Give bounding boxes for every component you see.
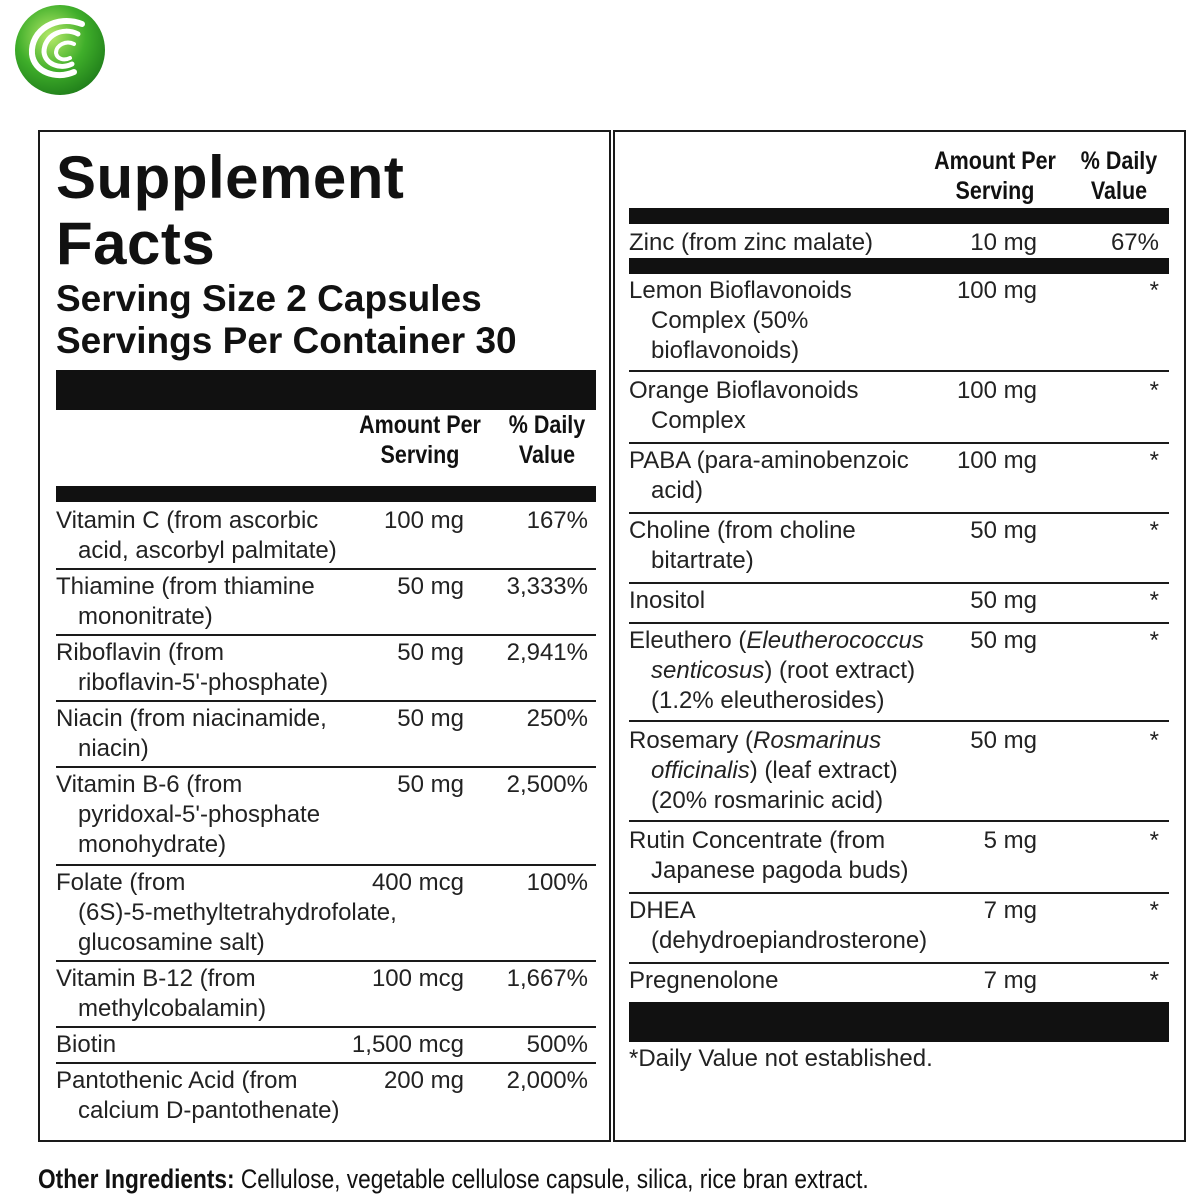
nutrient-amount: 50 mg bbox=[970, 627, 1037, 654]
nutrient-row bbox=[629, 276, 1169, 372]
nutrient-name-line: riboflavin-5'-phosphate) bbox=[78, 669, 329, 696]
nutrient-name bbox=[56, 1030, 346, 1060]
nutrient-row bbox=[629, 726, 1169, 822]
col-header-daily-value: % Daily Value bbox=[508, 411, 586, 469]
nutrient-name-line: Pregnenolone bbox=[629, 967, 779, 994]
nutrient-name-line: (1.2% eleutherosides) bbox=[651, 687, 885, 714]
nutrient-row bbox=[56, 638, 596, 702]
nutrient-name bbox=[56, 964, 346, 1024]
nutrient-amount: 5 mg bbox=[983, 827, 1037, 854]
footnote-daily-value: *Daily Value not established. bbox=[629, 1045, 933, 1072]
nutrient-name-line: Riboflavin (from bbox=[56, 639, 225, 666]
nutrient-daily-value: 2,941% bbox=[506, 639, 588, 666]
nutrient-name bbox=[629, 228, 919, 258]
nutrient-name-line: niacin) bbox=[78, 735, 149, 762]
nutrient-name-line: Orange Bioflavonoids bbox=[629, 377, 859, 404]
nutrient-daily-value: * bbox=[1149, 587, 1159, 614]
nutrient-name bbox=[629, 826, 919, 886]
nutrient-daily-value: 2,000% bbox=[506, 1067, 588, 1094]
nutrient-daily-value: 100% bbox=[526, 869, 588, 896]
nutrient-amount: 50 mg bbox=[397, 771, 464, 798]
nutrient-daily-value: 167% bbox=[526, 507, 588, 534]
nutrient-name-line: Rutin Concentrate (from bbox=[629, 827, 886, 854]
col-header-amount-right: Amount Per Serving bbox=[934, 147, 1056, 205]
nutrient-amount: 50 mg bbox=[397, 639, 464, 666]
nutrient-row bbox=[56, 704, 596, 768]
servings-per-container: Servings Per Container 30 bbox=[56, 320, 517, 361]
nutrient-name-line: acid) bbox=[651, 477, 704, 504]
nutrient-name bbox=[56, 868, 397, 958]
nutrient-row bbox=[629, 966, 1169, 998]
nutrient-name-line: bioflavonoids) bbox=[651, 337, 800, 364]
nutrient-name-line: Vitamin B-12 (from bbox=[56, 965, 256, 992]
nutrient-name-line: Folate (from bbox=[56, 869, 186, 896]
title-line1: Supplement bbox=[56, 144, 405, 211]
nutrient-daily-value: 2,500% bbox=[506, 771, 588, 798]
nutrient-name bbox=[629, 896, 928, 956]
nutrient-amount: 100 mg bbox=[956, 447, 1037, 474]
nutrient-name-line: methylcobalamin) bbox=[78, 995, 267, 1022]
nutrient-name bbox=[56, 572, 346, 632]
nutrient-name-line: senticosus) (root extract) bbox=[651, 657, 916, 684]
supplement-facts-left-panel bbox=[38, 130, 611, 1142]
nutrient-name-line: Vitamin B-6 (from bbox=[56, 771, 243, 798]
nutrient-name bbox=[56, 704, 346, 764]
nutrient-name-line: Vitamin C (from ascorbic bbox=[56, 507, 319, 534]
nutrient-daily-value: * bbox=[1149, 627, 1159, 654]
nutrient-row bbox=[56, 506, 596, 570]
nutrient-name-line: Biotin bbox=[56, 1031, 117, 1058]
other-ingredients-text: Cellulose, vegetable cellulose capsule, silica, rice bran extract. bbox=[234, 1164, 869, 1194]
zinc-divider bbox=[629, 258, 1169, 274]
nutrient-name-line: Eleuthero (Eleutherococcus bbox=[629, 627, 924, 654]
nutrient-row bbox=[629, 826, 1169, 894]
nutrient-row bbox=[629, 376, 1169, 444]
nutrient-daily-value: * bbox=[1149, 897, 1159, 924]
nutrient-name bbox=[629, 376, 919, 436]
serving-size: Serving Size 2 Capsules bbox=[56, 278, 482, 319]
nutrient-row bbox=[56, 868, 596, 962]
nutrient-daily-value: 3,333% bbox=[506, 573, 588, 600]
thick-divider-bottom bbox=[629, 1002, 1169, 1042]
nutrient-row bbox=[56, 1066, 596, 1130]
nutrient-row bbox=[56, 572, 596, 636]
nutrient-name-line: PABA (para-aminobenzoic bbox=[629, 447, 909, 474]
thick-divider bbox=[56, 370, 596, 410]
nutrient-row bbox=[629, 626, 1169, 722]
nutrient-amount: 100 mcg bbox=[371, 965, 464, 992]
nutrient-name-line: Japanese pagoda buds) bbox=[651, 857, 909, 884]
nutrient-name-line: Rosemary (Rosmarinus bbox=[629, 727, 882, 754]
supplement-facts-right-panel bbox=[613, 130, 1186, 1142]
nutrient-daily-value: * bbox=[1149, 377, 1159, 404]
nutrient-name-line: monohydrate) bbox=[78, 831, 227, 858]
nutrient-name-line: pyridoxal-5'-phosphate bbox=[78, 801, 321, 828]
nutrient-amount: 7 mg bbox=[983, 897, 1037, 924]
nutrient-daily-value: * bbox=[1149, 967, 1159, 994]
nutrient-name bbox=[56, 770, 346, 860]
nutrient-name bbox=[629, 726, 919, 816]
nutrient-name bbox=[629, 966, 919, 996]
nutrient-amount: 200 mg bbox=[383, 1067, 464, 1094]
nutrient-name-line: mononitrate) bbox=[78, 603, 213, 630]
nutrient-amount: 100 mg bbox=[956, 377, 1037, 404]
col-header-daily-value-right: % Daily Value bbox=[1080, 147, 1158, 205]
nutrient-name-line: bitartrate) bbox=[651, 547, 754, 574]
title-line2: Facts bbox=[56, 210, 216, 277]
nutrient-name-line: officinalis) (leaf extract) bbox=[651, 757, 898, 784]
nutrient-daily-value: * bbox=[1149, 827, 1159, 854]
nutrient-daily-value: 500% bbox=[526, 1031, 588, 1058]
nutrient-name-line: glucosamine salt) bbox=[78, 929, 265, 956]
nutrient-name bbox=[56, 506, 346, 566]
nutrient-amount: 10 mg bbox=[970, 229, 1037, 256]
nutrient-name-line: Choline (from choline bbox=[629, 517, 856, 544]
nutrient-daily-value: * bbox=[1149, 277, 1159, 304]
nutrient-amount: 7 mg bbox=[983, 967, 1037, 994]
nutrient-amount: 50 mg bbox=[970, 727, 1037, 754]
nutrient-amount: 50 mg bbox=[397, 573, 464, 600]
nutrient-name bbox=[56, 1066, 346, 1126]
nutrient-name-line: Pantothenic Acid (from bbox=[56, 1067, 298, 1094]
nutrient-name bbox=[629, 586, 919, 616]
nutrient-name bbox=[629, 446, 919, 506]
other-ingredients-label: Other Ingredients: bbox=[38, 1164, 235, 1194]
nutrient-name-line: Inositol bbox=[629, 587, 706, 614]
medium-divider-right bbox=[629, 208, 1169, 224]
nutrient-name-line: calcium D-pantothenate) bbox=[78, 1097, 340, 1124]
nutrient-name-line: (20% rosmarinic acid) bbox=[651, 787, 884, 814]
nutrient-name-line: Lemon Bioflavonoids bbox=[629, 277, 852, 304]
nutrient-daily-value: 250% bbox=[526, 705, 588, 732]
nutrient-daily-value: * bbox=[1149, 727, 1159, 754]
nutrient-name-line: Complex bbox=[651, 407, 746, 434]
other-ingredients bbox=[38, 1162, 869, 1196]
medium-divider bbox=[56, 486, 596, 502]
nutrient-name-line: DHEA bbox=[629, 897, 696, 924]
nutrient-amount: 100 mg bbox=[383, 507, 464, 534]
nutrient-row bbox=[629, 228, 1169, 260]
nutrient-name bbox=[56, 638, 346, 698]
col-header-amount: Amount Per Serving bbox=[359, 411, 481, 469]
nutrient-amount: 50 mg bbox=[970, 517, 1037, 544]
nutrient-name bbox=[629, 276, 919, 366]
nutrient-amount: 50 mg bbox=[397, 705, 464, 732]
nutrient-row bbox=[629, 586, 1169, 624]
nutrient-name-line: (dehydroepiandrosterone) bbox=[651, 927, 928, 954]
nutrient-name-line: acid, ascorbyl palmitate) bbox=[78, 537, 337, 564]
nutrient-row bbox=[629, 446, 1169, 514]
nutrient-daily-value: * bbox=[1149, 517, 1159, 544]
nutrient-name bbox=[629, 516, 919, 576]
nutrient-row bbox=[56, 964, 596, 1028]
nutrient-name bbox=[629, 626, 924, 716]
nutrient-row bbox=[56, 1030, 596, 1064]
nutrient-amount: 50 mg bbox=[970, 587, 1037, 614]
nutrient-name-line: Niacin (from niacinamide, bbox=[56, 705, 327, 732]
nutrient-daily-value: 1,667% bbox=[506, 965, 588, 992]
nutrient-row bbox=[629, 896, 1169, 964]
brand-logo bbox=[12, 2, 108, 98]
nutrient-daily-value: 67% bbox=[1110, 229, 1159, 256]
nutrient-row bbox=[56, 770, 596, 866]
nutrient-amount: 400 mcg bbox=[371, 869, 464, 896]
nutrient-name-line: (6S)-5-methyltetrahydrofolate, bbox=[78, 899, 397, 926]
nutrient-name-line: Zinc (from zinc malate) bbox=[629, 229, 874, 256]
nutrient-name-line: Complex (50% bbox=[651, 307, 809, 334]
nutrient-daily-value: * bbox=[1149, 447, 1159, 474]
nutrient-row bbox=[629, 516, 1169, 584]
nutrient-amount: 100 mg bbox=[956, 277, 1037, 304]
nutrient-amount: 1,500 mcg bbox=[351, 1031, 464, 1058]
nutrient-name-line: Thiamine (from thiamine bbox=[56, 573, 315, 600]
